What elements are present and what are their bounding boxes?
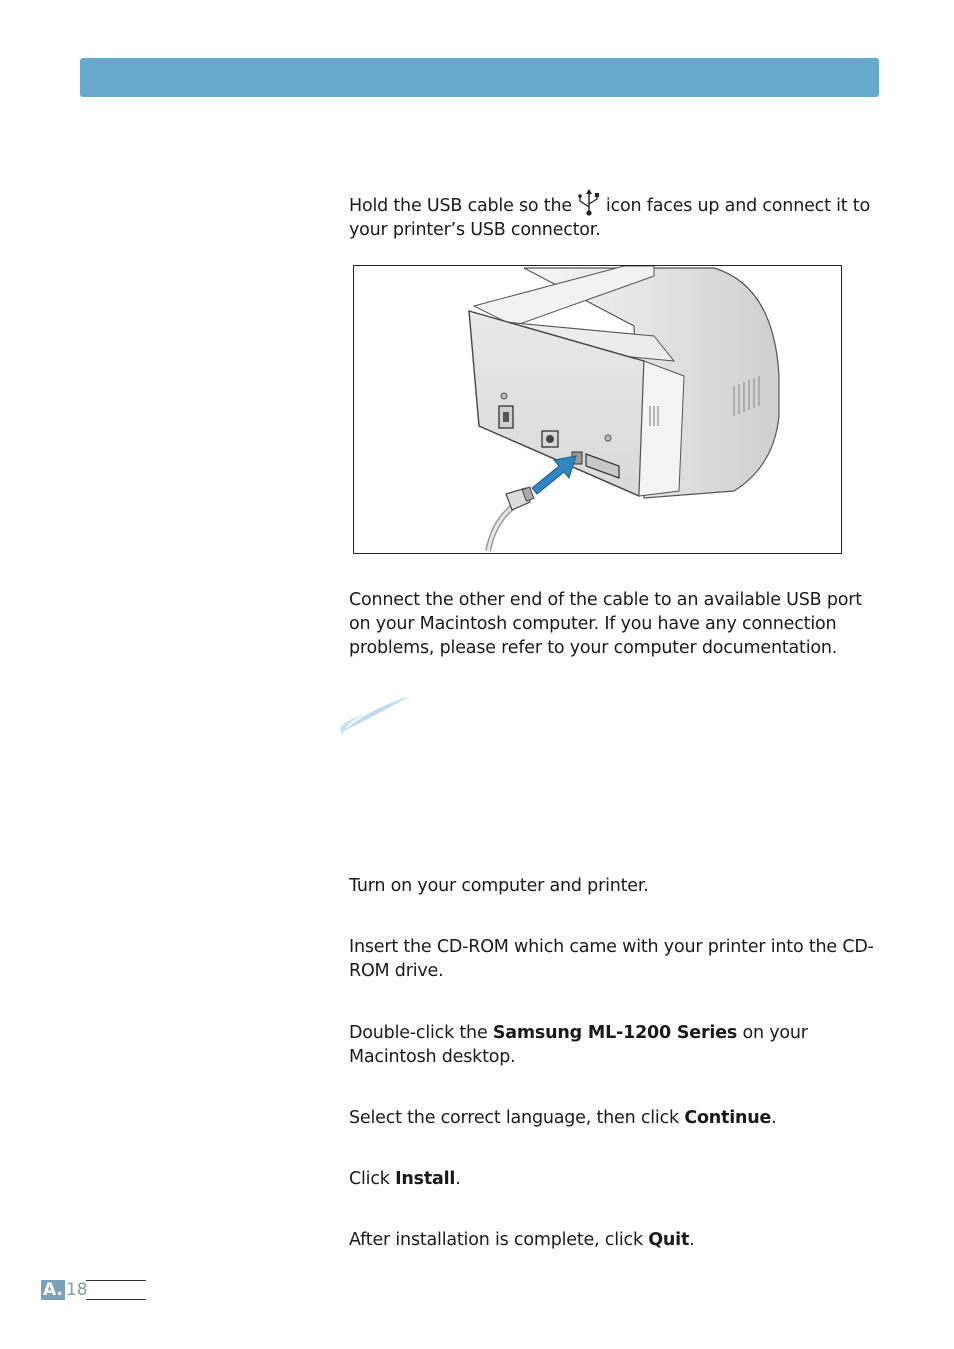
step-connect-text: Connect the other end of the cable to an available USB port on your Macintosh computer. If you have any connection problems, please refer to your computer documentation.	[349, 590, 862, 658]
app-name-bold: Samsung ML-1200 Series	[492, 1023, 738, 1043]
step-turn-on: Turn on your computer and printer.	[349, 876, 649, 896]
step-double-click: Double-click the Samsung ML-1200 Series on your Macintosh desktop.	[349, 1023, 808, 1067]
step-insert-cd: Insert the CD-ROM which came with your printer into the CD-ROM drive.	[349, 937, 874, 981]
footer-rule	[86, 1280, 146, 1300]
quit-bold: Quit	[648, 1230, 690, 1250]
page-num: 18	[65, 1280, 88, 1300]
printer-illustration	[354, 266, 841, 553]
usb-icon	[576, 189, 602, 217]
printer-figure	[353, 265, 842, 554]
note-mark-icon	[336, 690, 416, 740]
step-click-install: Click Install.	[349, 1169, 461, 1189]
step-quit: After installation is complete, click Quit.	[349, 1230, 695, 1250]
continue-bold: Continue	[684, 1108, 772, 1128]
install-bold: Install	[395, 1169, 456, 1189]
page-number	[41, 1280, 88, 1300]
section-badge: A.	[43, 1280, 63, 1300]
header-bar	[80, 58, 879, 97]
step-select-language: Select the correct language, then click Continue.	[349, 1108, 777, 1128]
step-usb-text: Hold the USB cable so the icon faces up and connect it to your printer’s USB connector.	[349, 189, 879, 242]
